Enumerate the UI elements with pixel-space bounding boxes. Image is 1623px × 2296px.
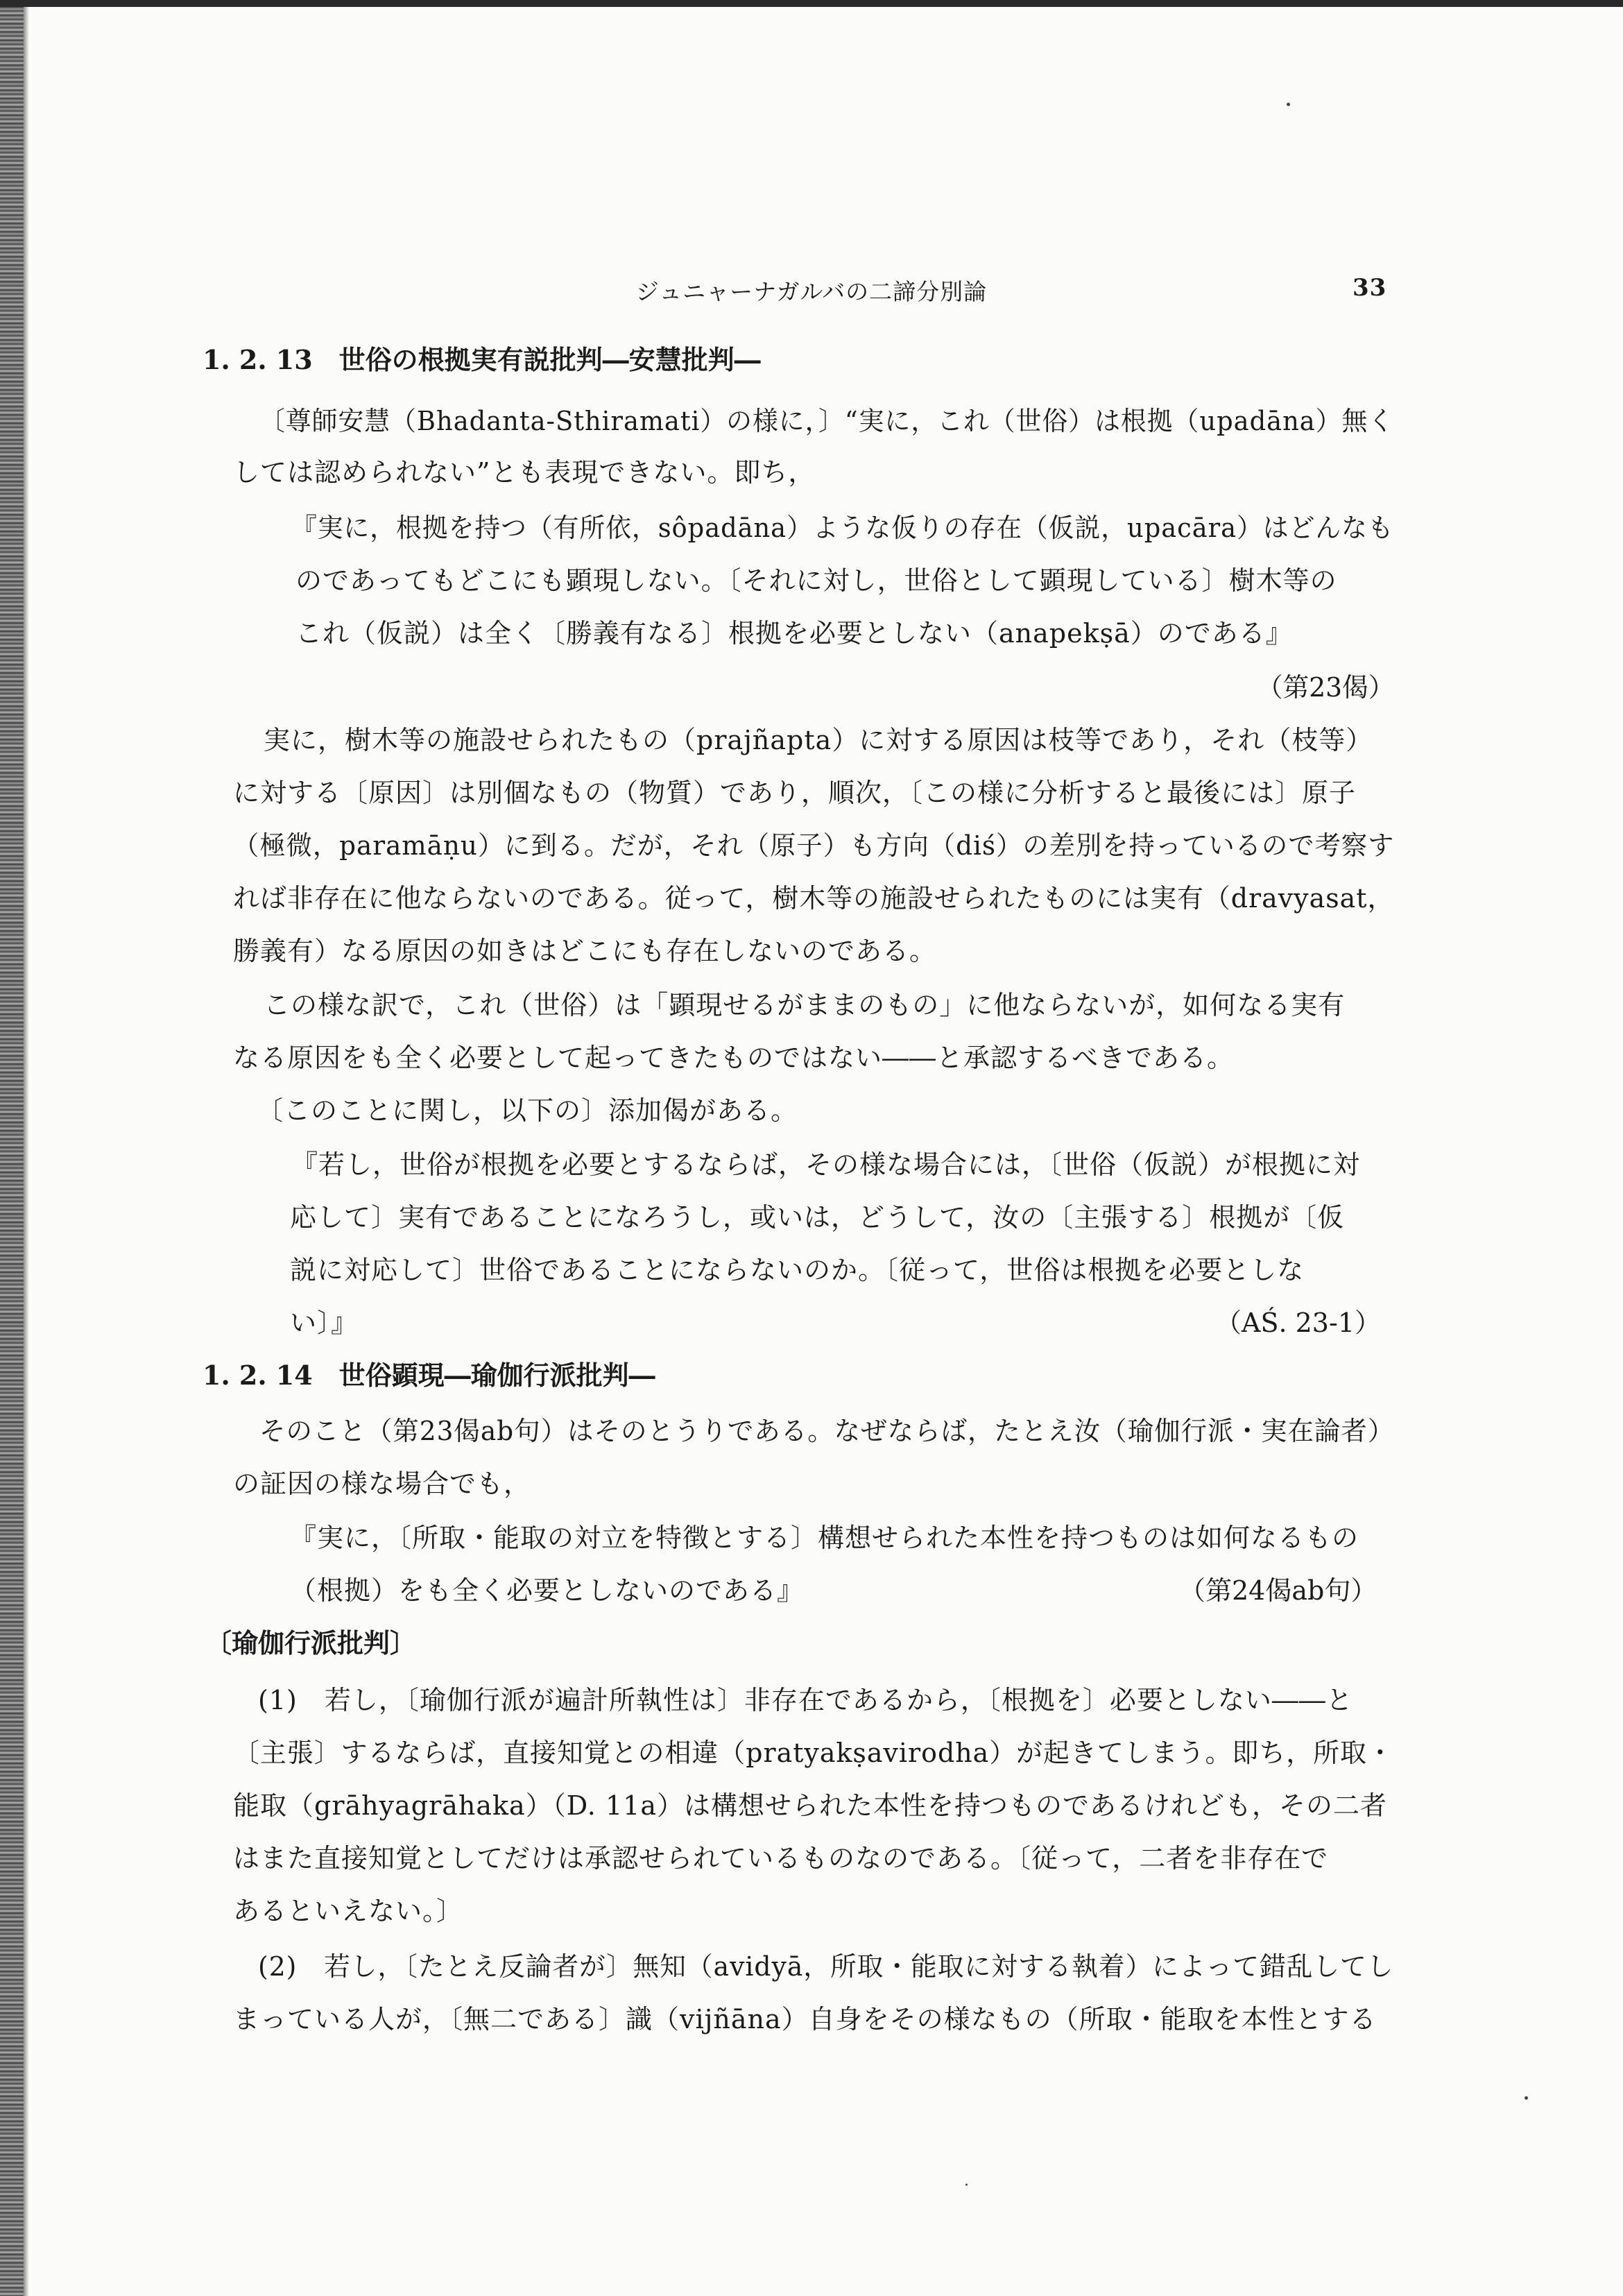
text-line: まっている人が，〔無二である〕識（vijñāna）自身をその様なもの（所取・能取を本性とする <box>233 2004 1377 2034</box>
scan-speck <box>1525 2096 1528 2100</box>
verse-line: これ（仮説）は全く〔勝義有なる〕根拠を必要としない（anapekṣā）のである』 <box>295 618 1293 649</box>
scan-speck <box>965 2184 968 2186</box>
text-line: はまた直接知覚としてだけは承認せられているものなのである。〔従って，二者を非存在で <box>233 1843 1329 1874</box>
subsection-heading-yogacara: 〔瑜伽行派批判〕 <box>205 1627 417 1659</box>
verse-line: 説に対応して〕世俗であることにならないのか。〔従って，世俗は根拠を必要としな <box>290 1255 1305 1285</box>
text-line: なる原因をも全く必要として起ってきたものではない――と承認するべきである。 <box>233 1043 1235 1073</box>
verse-line: 『若し，世俗が根拠を必要とするならば，その様な場合には，〔世俗（仮説）が根拠に対 <box>291 1149 1361 1180</box>
text-line: あるといえない。〕 <box>233 1896 464 1926</box>
book-spine-shadow <box>0 7 24 2296</box>
verse-line: い〕』 <box>290 1308 359 1338</box>
text-line: 実に，樹木等の施設せられたもの（prajñapta）に対する原因は枝等であり，それ（枝等） <box>264 725 1373 755</box>
text-line: (2) 若し，〔たとえ反論者が〕無知（avidyā，所取・能取に対する執着）によって錯乱してし <box>258 1951 1394 1982</box>
verse-reference: （AŚ. 23-1） <box>1215 1308 1382 1338</box>
verse-line: 応して〕実有であることになろうし，或いは，どうして，汝の〔主張する〕根拠が〔仮 <box>290 1202 1345 1233</box>
text-line: この様な訳で，これ（世俗）は「顕現せるがままのもの」に他ならないが，如何なる実有 <box>264 990 1346 1020</box>
spine-gradient <box>24 7 29 2296</box>
verse-reference: （第23偈） <box>1257 672 1395 703</box>
text-line: の証因の様な場合でも， <box>233 1468 531 1499</box>
text-line: しては認められない”とも表現できない。即ち， <box>233 457 816 488</box>
text-line: そのこと（第23偈ab句）はそのとうりである。なぜならば，たとえ汝（瑜伽行派・実在論者） <box>259 1416 1395 1446</box>
section-heading-1-2-14: 1. 2. 14 世俗顕現―瑜伽行派批判― <box>203 1360 655 1391</box>
running-title: ジュニャーナガルバの二諦分別論 <box>635 278 988 305</box>
scan-top-edge <box>0 0 1623 7</box>
page-number: 33 <box>1352 274 1387 302</box>
text-line: 勝義有）なる原因の如きはどこにも存在しないのである。 <box>233 936 937 966</box>
text-line: 能取（grāhyagrāhaka）（D. 11a）は構想せられた本性を持つものであるけれども，その二者 <box>233 1790 1387 1821</box>
text-line: 〔主張〕するならば，直接知覚との相違（pratyakṣavirodha）が起きてしまう。即ち，所取・ <box>233 1738 1394 1768</box>
text-line: （極微，paramāṇu）に到る。だが，それ（原子）も方向（diś）の差別を持っているので考察す <box>233 830 1395 861</box>
text-line: 〔尊師安慧（Bhadanta-Sthiramati）の様に，〕“実に，これ（世俗）は根拠（upadāna）無く <box>259 406 1395 436</box>
verse-reference: （第24偈ab句） <box>1179 1575 1377 1606</box>
scan-speck <box>1287 103 1290 106</box>
verse-line: 『実に，〔所取・能取の対立を特徴とする〕構想せられた本性を持つものは如何なるもの <box>290 1523 1359 1553</box>
text-line: 〔このことに関し，以下の〕添加偈がある。 <box>257 1095 798 1126</box>
text-line: れば非存在に他ならないのである。従って，樹木等の施設せられたものには実有（dravyasat， <box>233 883 1395 914</box>
verse-line: のであってもどこにも顕現しない。〔それに対し，世俗として顕現している〕樹木等の <box>295 565 1337 596</box>
section-heading-1-2-13: 1. 2. 13 世俗の根拠実有説批判―安慧批判― <box>203 344 761 375</box>
text-line: (1) 若し，〔瑜伽行派が遍計所執性は〕非存在であるから，〔根拠を〕必要としない――と <box>258 1685 1353 1715</box>
verse-line: 『実に，根拠を持つ（有所依，sôpadāna）ような仮りの存在（仮説，upacāra）はどんなも <box>291 513 1394 543</box>
text-line: に対する〔原因〕は別個なもの（物質）であり，順次，〔この様に分析すると最後には〕原子 <box>233 778 1357 808</box>
verse-line: （根拠）をも全く必要としないのである』 <box>290 1575 805 1606</box>
